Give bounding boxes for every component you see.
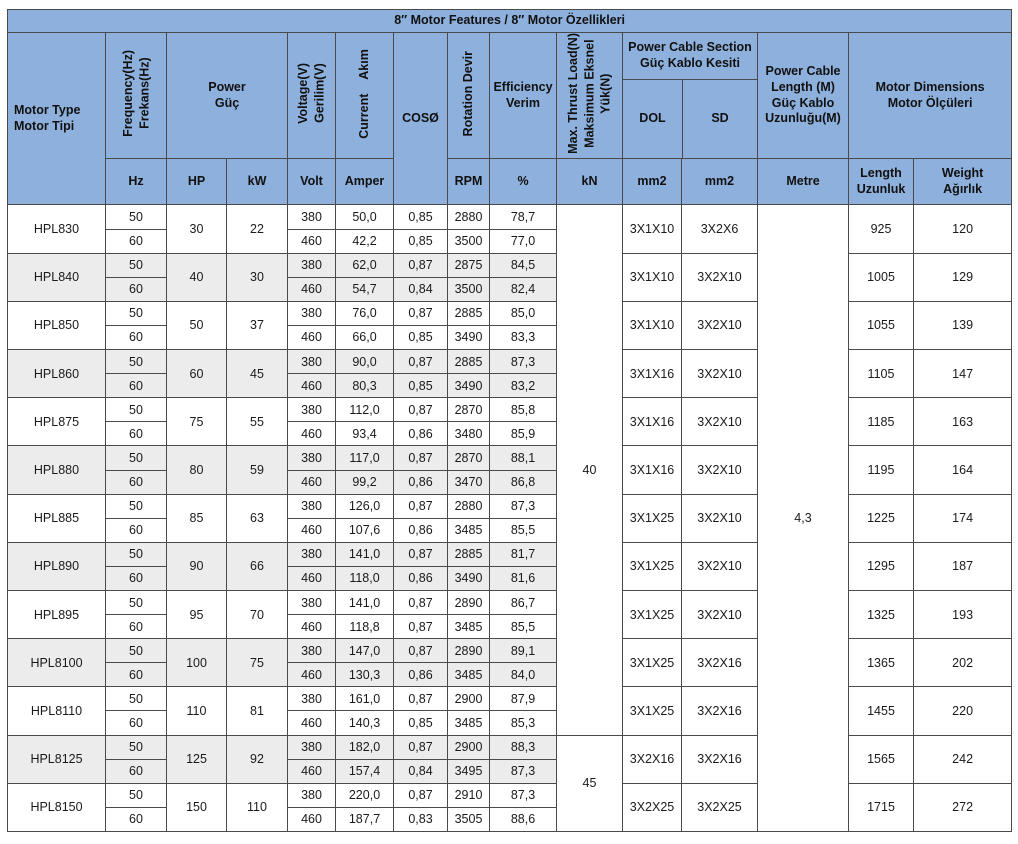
efficiency-header: Efficiency Verim: [490, 33, 557, 159]
dol-cell: 3X1X25: [623, 590, 682, 638]
rpm-cell: 3495: [448, 759, 490, 783]
dol-cell: 3X1X25: [623, 639, 682, 687]
frequency-cell: 60: [106, 663, 167, 687]
voltage-cell: 380: [288, 301, 336, 325]
efficiency-cell: 85,3: [490, 711, 557, 735]
voltage-cell: 460: [288, 422, 336, 446]
frequency-cell: 60: [106, 615, 167, 639]
current-cell: 157,4: [336, 759, 394, 783]
motor-model: HPL850: [8, 301, 106, 349]
voltage-cell: 460: [288, 277, 336, 301]
voltage-cell: 380: [288, 205, 336, 229]
frequency-cell: 60: [106, 422, 167, 446]
table-row: [8, 639, 1012, 663]
dol-cell: 3X1X16: [623, 446, 682, 494]
length-cell: 1365: [849, 639, 914, 687]
voltage-cell: 460: [288, 759, 336, 783]
rpm-cell: 3485: [448, 711, 490, 735]
table-row: [8, 398, 1012, 422]
voltage-cell: 460: [288, 711, 336, 735]
rpm-cell: 2880: [448, 494, 490, 518]
efficiency-cell: 87,3: [490, 494, 557, 518]
rpm-cell: 3480: [448, 422, 490, 446]
efficiency-cell: 87,3: [490, 759, 557, 783]
kw-cell: 81: [227, 687, 288, 735]
rpm-cell: 3490: [448, 566, 490, 590]
length-cell: 1005: [849, 253, 914, 301]
motor-model: HPL860: [8, 350, 106, 398]
voltage-cell: 460: [288, 615, 336, 639]
weight-cell: 242: [914, 735, 1012, 783]
dol-cell: 3X1X25: [623, 687, 682, 735]
dol-cell: 3X1X25: [623, 494, 682, 542]
motor-model: HPL8100: [8, 639, 106, 687]
rpm-cell: 2885: [448, 542, 490, 566]
efficiency-cell: 85,0: [490, 301, 557, 325]
thrust-header: Max. Thrust Load(N) Maksimum Eksnel Yük(N): [557, 33, 623, 159]
efficiency-cell: 78,7: [490, 205, 557, 229]
hp-cell: 75: [167, 398, 227, 446]
rpm-cell: 3485: [448, 518, 490, 542]
current-cell: 118,8: [336, 615, 394, 639]
efficiency-cell: 88,3: [490, 735, 557, 759]
table-row: [8, 446, 1012, 470]
sd-cell: 3X2X10: [682, 494, 758, 542]
voltage-cell: 460: [288, 663, 336, 687]
efficiency-cell: 85,8: [490, 398, 557, 422]
sd-cell: 3X2X10: [682, 350, 758, 398]
unit-amper: Amper: [336, 159, 394, 205]
efficiency-cell: 87,3: [490, 783, 557, 807]
length-cell: 1195: [849, 446, 914, 494]
frequency-cell: 60: [106, 566, 167, 590]
current-cell: 107,6: [336, 518, 394, 542]
table-row: [8, 542, 1012, 566]
frequency-cell: 60: [106, 711, 167, 735]
voltage-cell: 380: [288, 350, 336, 374]
rpm-cell: 2890: [448, 639, 490, 663]
unit-mm2-sd: mm2: [682, 159, 758, 205]
unit-kn: kN: [557, 159, 623, 205]
thrust-cell: 45: [557, 735, 623, 831]
current-cell: 220,0: [336, 783, 394, 807]
hp-cell: 110: [167, 687, 227, 735]
length-cell: 1225: [849, 494, 914, 542]
current-cell: 99,2: [336, 470, 394, 494]
efficiency-cell: 85,5: [490, 615, 557, 639]
kw-cell: 45: [227, 350, 288, 398]
unit-rpm: RPM: [448, 159, 490, 205]
voltage-cell: 380: [288, 494, 336, 518]
weight-cell: 164: [914, 446, 1012, 494]
weight-cell: 202: [914, 639, 1012, 687]
motor-model: HPL885: [8, 494, 106, 542]
efficiency-cell: 86,7: [490, 590, 557, 614]
cos-cell: 0,86: [394, 566, 448, 590]
sd-cell: 3X2X10: [682, 253, 758, 301]
rpm-cell: 2870: [448, 446, 490, 470]
efficiency-cell: 88,6: [490, 807, 557, 831]
frequency-cell: 60: [106, 807, 167, 831]
rpm-cell: 3505: [448, 807, 490, 831]
voltage-cell: 380: [288, 446, 336, 470]
rpm-cell: 2870: [448, 398, 490, 422]
efficiency-cell: 81,7: [490, 542, 557, 566]
efficiency-cell: 85,5: [490, 518, 557, 542]
length-cell: 1715: [849, 783, 914, 831]
unit-weight: Weight Ağırlık: [914, 159, 1012, 205]
weight-cell: 163: [914, 398, 1012, 446]
table-row: [8, 205, 1012, 229]
frequency-cell: 50: [106, 350, 167, 374]
dol-cell: 3X1X10: [623, 301, 682, 349]
weight-cell: 272: [914, 783, 1012, 831]
voltage-cell: 460: [288, 470, 336, 494]
cos-cell: 0,87: [394, 639, 448, 663]
voltage-cell: 460: [288, 566, 336, 590]
voltage-cell: 460: [288, 807, 336, 831]
current-cell: 50,0: [336, 205, 394, 229]
rpm-cell: 3490: [448, 325, 490, 349]
current-cell: 130,3: [336, 663, 394, 687]
cable-length-header: Power Cable Length (M) Güç Kablo Uzunluğu(M): [758, 33, 849, 159]
rpm-cell: 2910: [448, 783, 490, 807]
voltage-cell: 380: [288, 590, 336, 614]
frequency-cell: 60: [106, 325, 167, 349]
motor-model: HPL8150: [8, 783, 106, 831]
rotation-header: Rotation Devir: [448, 33, 490, 159]
frequency-cell: 50: [106, 542, 167, 566]
kw-cell: 22: [227, 205, 288, 253]
hp-cell: 95: [167, 590, 227, 638]
efficiency-cell: 77,0: [490, 229, 557, 253]
weight-cell: 187: [914, 542, 1012, 590]
efficiency-cell: 88,1: [490, 446, 557, 470]
unit-volt: Volt: [288, 159, 336, 205]
voltage-cell: 380: [288, 253, 336, 277]
table-title: 8″ Motor Features / 8″ Motor Özellikleri: [8, 10, 1012, 33]
dol-cell: 3X1X25: [623, 542, 682, 590]
cos-cell: 0,87: [394, 542, 448, 566]
current-cell: 93,4: [336, 422, 394, 446]
cos-header: COSØ: [394, 33, 448, 205]
dol-cell: 3X1X10: [623, 253, 682, 301]
kw-cell: 55: [227, 398, 288, 446]
motor-model: HPL880: [8, 446, 106, 494]
motor-spec-table: [7, 9, 1012, 832]
dimensions-header: Motor Dimensions Motor Ölçüleri: [849, 33, 1012, 159]
sd-cell: 3X2X10: [682, 398, 758, 446]
motor-model: HPL8125: [8, 735, 106, 783]
voltage-cell: 460: [288, 325, 336, 349]
current-cell: 147,0: [336, 639, 394, 663]
frequency-cell: 50: [106, 494, 167, 518]
kw-cell: 92: [227, 735, 288, 783]
length-cell: 1455: [849, 687, 914, 735]
rpm-cell: 2880: [448, 205, 490, 229]
dol-cell: 3X2X16: [623, 735, 682, 783]
voltage-cell: 460: [288, 229, 336, 253]
current-cell: 140,3: [336, 711, 394, 735]
kw-cell: 110: [227, 783, 288, 831]
voltage-cell: 380: [288, 735, 336, 759]
efficiency-cell: 87,9: [490, 687, 557, 711]
current-cell: 141,0: [336, 542, 394, 566]
current-cell: 118,0: [336, 566, 394, 590]
dol-cell: 3X1X10: [623, 205, 682, 253]
length-cell: 1325: [849, 590, 914, 638]
table-row: [8, 735, 1012, 759]
current-cell: 117,0: [336, 446, 394, 470]
power-header: Power Güç: [167, 33, 288, 159]
sd-cell: 3X2X10: [682, 301, 758, 349]
rpm-cell: 2875: [448, 253, 490, 277]
motor-model: HPL8110: [8, 687, 106, 735]
frequency-cell: 60: [106, 759, 167, 783]
sd-cell: 3X2X10: [682, 590, 758, 638]
current-cell: 112,0: [336, 398, 394, 422]
kw-cell: 63: [227, 494, 288, 542]
rpm-cell: 2890: [448, 590, 490, 614]
current-cell: 126,0: [336, 494, 394, 518]
rpm-cell: 2900: [448, 687, 490, 711]
unit-hz: Hz: [106, 159, 167, 205]
rpm-cell: 2900: [448, 735, 490, 759]
unit-metre: Metre: [758, 159, 849, 205]
cos-cell: 0,85: [394, 325, 448, 349]
cable-length-cell: 4,3: [758, 205, 849, 831]
hp-cell: 50: [167, 301, 227, 349]
frequency-cell: 50: [106, 735, 167, 759]
motor-model: HPL875: [8, 398, 106, 446]
cos-cell: 0,85: [394, 374, 448, 398]
kw-cell: 66: [227, 542, 288, 590]
sd-cell: 3X2X16: [682, 639, 758, 687]
motor-model: HPL840: [8, 253, 106, 301]
voltage-cell: 380: [288, 687, 336, 711]
voltage-cell: 460: [288, 374, 336, 398]
cos-cell: 0,86: [394, 470, 448, 494]
cos-cell: 0,87: [394, 590, 448, 614]
rpm-cell: 2885: [448, 350, 490, 374]
voltage-cell: 380: [288, 639, 336, 663]
cos-cell: 0,87: [394, 398, 448, 422]
frequency-cell: 60: [106, 470, 167, 494]
kw-cell: 37: [227, 301, 288, 349]
current-header: Current Akım: [336, 33, 394, 159]
motor-type-header: Motor Type Motor Tipi: [8, 33, 106, 205]
sd-cell: 3X2X25: [682, 783, 758, 831]
cos-cell: 0,87: [394, 615, 448, 639]
hp-cell: 150: [167, 783, 227, 831]
length-cell: 925: [849, 205, 914, 253]
table-row: [8, 687, 1012, 711]
cable-section-header: Power Cable Section Güç Kablo Kesiti DOL SD: [623, 33, 758, 159]
rpm-cell: 2885: [448, 301, 490, 325]
current-cell: 66,0: [336, 325, 394, 349]
hp-cell: 125: [167, 735, 227, 783]
current-cell: 54,7: [336, 277, 394, 301]
frequency-cell: 60: [106, 277, 167, 301]
current-cell: 161,0: [336, 687, 394, 711]
weight-cell: 193: [914, 590, 1012, 638]
unit-mm2-dol: mm2: [623, 159, 682, 205]
kw-cell: 75: [227, 639, 288, 687]
cos-cell: 0,87: [394, 735, 448, 759]
efficiency-cell: 89,1: [490, 639, 557, 663]
current-cell: 141,0: [336, 590, 394, 614]
hp-cell: 30: [167, 205, 227, 253]
hp-cell: 85: [167, 494, 227, 542]
current-cell: 187,7: [336, 807, 394, 831]
efficiency-cell: 84,5: [490, 253, 557, 277]
table-row: [8, 590, 1012, 614]
weight-cell: 139: [914, 301, 1012, 349]
length-cell: 1055: [849, 301, 914, 349]
rpm-cell: 3485: [448, 663, 490, 687]
length-cell: 1295: [849, 542, 914, 590]
cos-cell: 0,86: [394, 518, 448, 542]
frequency-cell: 50: [106, 783, 167, 807]
frequency-cell: 50: [106, 205, 167, 229]
sd-cell: 3X2X6: [682, 205, 758, 253]
efficiency-cell: 83,2: [490, 374, 557, 398]
kw-cell: 59: [227, 446, 288, 494]
frequency-cell: 50: [106, 639, 167, 663]
cos-cell: 0,83: [394, 807, 448, 831]
frequency-cell: 60: [106, 518, 167, 542]
hp-cell: 40: [167, 253, 227, 301]
cos-cell: 0,86: [394, 422, 448, 446]
efficiency-cell: 81,6: [490, 566, 557, 590]
current-cell: 182,0: [336, 735, 394, 759]
unit-percent: %: [490, 159, 557, 205]
sd-cell: 3X2X16: [682, 735, 758, 783]
efficiency-cell: 82,4: [490, 277, 557, 301]
weight-cell: 129: [914, 253, 1012, 301]
efficiency-cell: 83,3: [490, 325, 557, 349]
table-row: [8, 350, 1012, 374]
weight-cell: 120: [914, 205, 1012, 253]
voltage-cell: 380: [288, 398, 336, 422]
frequency-cell: 50: [106, 687, 167, 711]
sd-cell: 3X2X10: [682, 542, 758, 590]
unit-kw: kW: [227, 159, 288, 205]
kw-cell: 70: [227, 590, 288, 638]
dol-header: DOL: [623, 80, 683, 158]
cos-cell: 0,84: [394, 759, 448, 783]
efficiency-cell: 85,9: [490, 422, 557, 446]
sd-cell: 3X2X16: [682, 687, 758, 735]
dol-cell: 3X1X16: [623, 350, 682, 398]
frequency-cell: 50: [106, 446, 167, 470]
frequency-cell: 50: [106, 253, 167, 277]
cos-cell: 0,87: [394, 350, 448, 374]
rpm-cell: 3490: [448, 374, 490, 398]
motor-model: HPL830: [8, 205, 106, 253]
length-cell: 1565: [849, 735, 914, 783]
weight-cell: 174: [914, 494, 1012, 542]
efficiency-cell: 84,0: [490, 663, 557, 687]
cos-cell: 0,84: [394, 277, 448, 301]
voltage-cell: 380: [288, 783, 336, 807]
sd-cell: 3X2X10: [682, 446, 758, 494]
rpm-cell: 3500: [448, 277, 490, 301]
table-row: [8, 494, 1012, 518]
hp-cell: 60: [167, 350, 227, 398]
frequency-cell: 50: [106, 398, 167, 422]
hp-cell: 100: [167, 639, 227, 687]
kw-cell: 30: [227, 253, 288, 301]
frequency-cell: 60: [106, 229, 167, 253]
weight-cell: 147: [914, 350, 1012, 398]
frequency-cell: 50: [106, 590, 167, 614]
frequency-cell: 60: [106, 374, 167, 398]
efficiency-cell: 87,3: [490, 350, 557, 374]
table-row: [8, 301, 1012, 325]
rpm-cell: 3470: [448, 470, 490, 494]
current-cell: 62,0: [336, 253, 394, 277]
cos-cell: 0,87: [394, 687, 448, 711]
voltage-cell: 380: [288, 542, 336, 566]
motor-model: HPL895: [8, 590, 106, 638]
length-cell: 1185: [849, 398, 914, 446]
current-cell: 80,3: [336, 374, 394, 398]
cos-cell: 0,85: [394, 711, 448, 735]
weight-cell: 220: [914, 687, 1012, 735]
rpm-cell: 3485: [448, 615, 490, 639]
thrust-cell: 40: [557, 205, 623, 735]
length-cell: 1105: [849, 350, 914, 398]
dol-cell: 3X2X25: [623, 783, 682, 831]
frequency-cell: 50: [106, 301, 167, 325]
dol-cell: 3X1X16: [623, 398, 682, 446]
table-body: [8, 205, 1012, 831]
cos-cell: 0,87: [394, 494, 448, 518]
motor-model: HPL890: [8, 542, 106, 590]
unit-hp: HP: [167, 159, 227, 205]
rpm-cell: 3500: [448, 229, 490, 253]
current-cell: 42,2: [336, 229, 394, 253]
unit-length: Length Uzunluk: [849, 159, 914, 205]
cos-cell: 0,87: [394, 783, 448, 807]
hp-cell: 80: [167, 446, 227, 494]
table-row: [8, 253, 1012, 277]
frequency-header: Frequency(Hz) Frekans(Hz): [106, 33, 167, 159]
cos-cell: 0,85: [394, 205, 448, 229]
cos-cell: 0,87: [394, 253, 448, 277]
efficiency-cell: 86,8: [490, 470, 557, 494]
voltage-header: Voltage(V) Gerilim(V): [288, 33, 336, 159]
cos-cell: 0,86: [394, 663, 448, 687]
sd-header: SD: [711, 111, 729, 126]
voltage-cell: 460: [288, 518, 336, 542]
cos-cell: 0,87: [394, 446, 448, 470]
current-cell: 90,0: [336, 350, 394, 374]
hp-cell: 90: [167, 542, 227, 590]
table-row: [8, 783, 1012, 807]
cos-cell: 0,87: [394, 301, 448, 325]
cos-cell: 0,85: [394, 229, 448, 253]
current-cell: 76,0: [336, 301, 394, 325]
